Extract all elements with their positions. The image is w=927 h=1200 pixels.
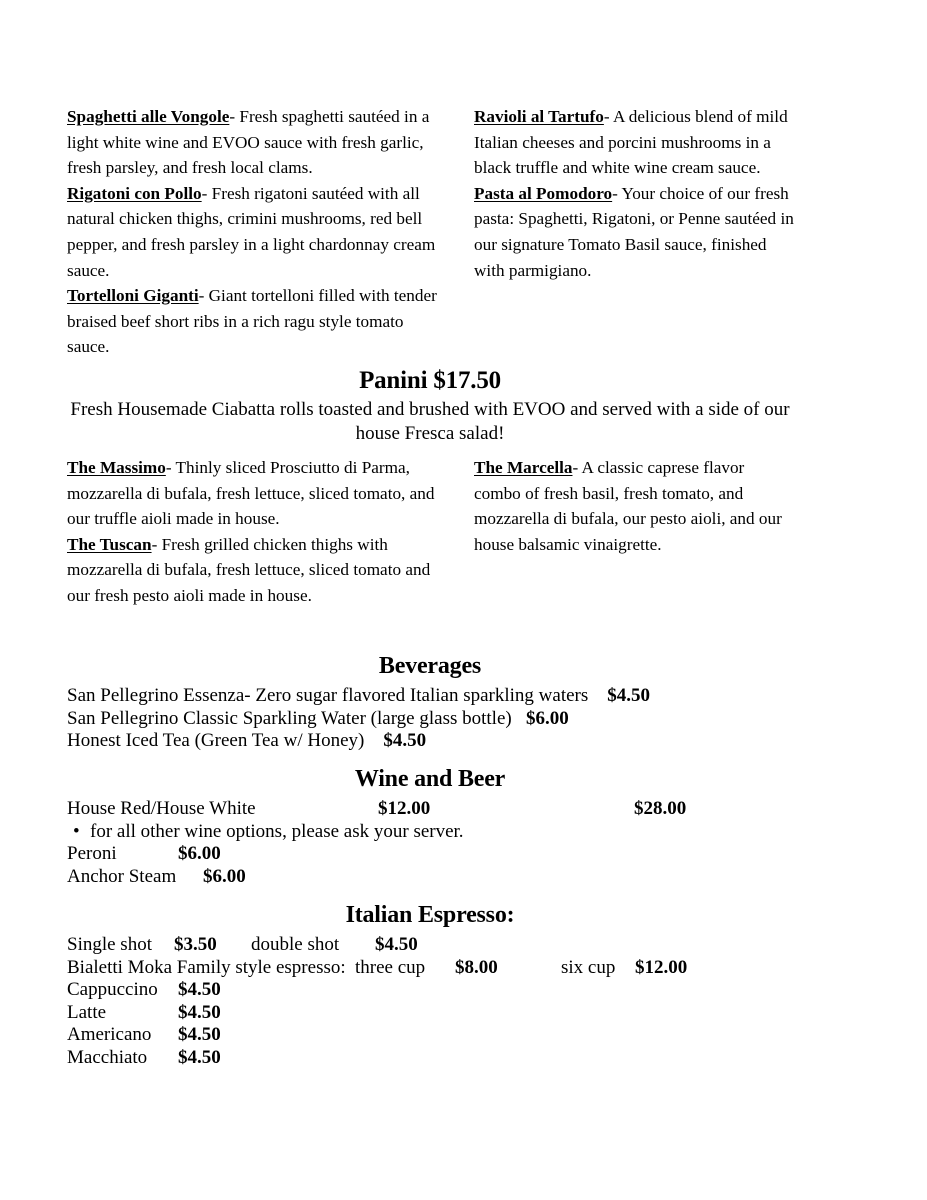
espresso-shot-row: [67, 934, 793, 957]
espresso-section: [67, 900, 793, 1069]
double-shot-price: $4.50: [375, 934, 418, 955]
beer-row: [67, 843, 793, 866]
espresso-drink-row: [67, 1047, 793, 1070]
beer-label: Peroni: [67, 843, 117, 864]
house-wine-row: [67, 798, 793, 821]
menu-item-name: Rigatoni con Pollo: [67, 183, 202, 203]
six-cup-label: six cup: [561, 956, 616, 978]
espresso-drink-price: $4.50: [178, 1001, 221, 1023]
menu-item-name: The Marcella: [474, 458, 573, 477]
house-wine-bottle-price: $28.00: [634, 798, 687, 819]
menu-item-name: Spaghetti alle Vongole: [67, 107, 230, 126]
espresso-drink-label: Cappuccino: [67, 979, 158, 1000]
menu-item: [67, 532, 437, 609]
house-wine-label: House Red/House White: [67, 798, 256, 819]
beverage-price: $4.50: [383, 730, 427, 751]
menu-item-description: - Fresh spaghetti sautéed in a light white wine and EVOO sauce with fresh garlic, fresh parsley, and fresh local clams.: [67, 107, 430, 178]
menu-item-name: The Tuscan: [67, 534, 152, 554]
beverage-price: $6.00: [525, 707, 569, 729]
panini-right-column: [474, 455, 794, 557]
beverage-row: [67, 730, 793, 753]
beer-label: Anchor Steam: [67, 865, 177, 887]
menu-item-description: - A delicious blend of mild Italian cheeses and porcini mushrooms in a black truffle and white wine cream sauce.: [474, 107, 788, 178]
espresso-drink-row: [67, 979, 793, 1002]
pasta-right-column: [474, 104, 794, 283]
wine-and-beer-heading: Wine and Beer: [354, 766, 506, 792]
wine-and-beer-section: [67, 764, 793, 888]
beer-row: [67, 866, 793, 889]
single-shot-label: Single shot: [67, 934, 152, 955]
house-wine-glass-price: $12.00: [378, 798, 431, 819]
beverage-label: San Pellegrino Classic Sparkling Water (large glass bottle): [67, 707, 512, 729]
three-cup-label: three cup: [355, 956, 426, 978]
menu-item: [67, 283, 437, 360]
espresso-drink-label: Americano: [67, 1024, 152, 1045]
double-shot-label: double shot: [251, 934, 340, 955]
menu-item: [474, 104, 794, 181]
menu-item: [67, 455, 437, 532]
six-cup-price: $12.00: [635, 956, 688, 978]
pasta-left-column: [67, 104, 437, 360]
menu-item-name: The Massimo: [67, 458, 166, 477]
espresso-drink-label: Latte: [67, 1001, 107, 1023]
panini-heading-block: [67, 366, 793, 445]
menu-item-description: - Fresh grilled chicken thighs with mozzarella di bufala, fresh lettuce, sliced tomato and our fresh pesto aioli made in house.: [67, 534, 431, 605]
espresso-drink-price: $4.50: [178, 1024, 221, 1045]
espresso-drink-row: [67, 1024, 793, 1047]
beverages-heading: Beverages: [378, 653, 482, 679]
moka-label: Bialetti Moka Family style espresso:: [67, 956, 346, 978]
beverages-section: [67, 651, 793, 753]
menu-item: [474, 181, 794, 283]
menu-item-description: - Fresh rigatoni sautéed with all natural chicken thighs, crimini mushrooms, red bell pepper, and fresh parsley in a light chardonnay cream sauce.: [67, 183, 436, 280]
espresso-drink-row: [67, 1002, 793, 1025]
three-cup-price: $8.00: [455, 956, 498, 978]
menu-item-description: - A classic caprese flavor combo of fresh basil, fresh tomato, and mozzarella di bufala, our pesto aioli, and our house balsamic vinaigrette.: [474, 458, 782, 554]
menu-item: [67, 181, 437, 283]
menu-item-name: Ravioli al Tartufo: [474, 107, 604, 126]
beer-price: $6.00: [203, 865, 246, 887]
espresso-drink-label: Macchiato: [67, 1046, 148, 1068]
menu-item-description: - Your choice of our fresh pasta: Spaghetti, Rigatoni, or Penne sautéed in our signature Tomato Basil sauce, finished with parmigiano.: [474, 183, 794, 280]
panini-left-column: [67, 455, 437, 609]
beverage-row: [67, 708, 793, 731]
menu-item: [67, 104, 437, 181]
beverage-label: Honest Iced Tea (Green Tea w/ Honey): [67, 730, 365, 751]
wine-note-text: for all other wine options, please ask your server.: [90, 820, 464, 842]
wine-note-row: [67, 821, 793, 844]
beverage-row: [67, 685, 793, 708]
menu-item-name: Pasta al Pomodoro: [474, 183, 613, 203]
beverage-price: $4.50: [607, 685, 651, 706]
panini-heading: Panini $17.50: [359, 367, 501, 394]
menu-item-description: - Giant tortelloni filled with tender braised beef short ribs in a rich ragu style tomato sauce.: [67, 286, 437, 357]
panini-subtitle: Fresh Housemade Ciabatta rolls toasted and brushed with EVOO and served with a side of our house Fresca salad!: [70, 399, 790, 444]
espresso-drink-price: $4.50: [178, 979, 221, 1000]
menu-item-description: - Thinly sliced Prosciutto di Parma, mozzarella di bufala, fresh lettuce, sliced tomato, and our truffle aioli made in house.: [67, 458, 435, 529]
menu-item: [474, 455, 794, 557]
espresso-moka-row: [67, 957, 793, 980]
espresso-drink-price: $4.50: [178, 1046, 221, 1068]
beer-price: $6.00: [178, 843, 221, 864]
bullet-icon: •: [73, 820, 80, 842]
single-shot-price: $3.50: [174, 934, 217, 955]
menu-item-name: Tortelloni Giganti: [67, 286, 199, 306]
espresso-heading: Italian Espresso:: [345, 902, 515, 928]
beverage-label: San Pellegrino Essenza- Zero sugar flavored Italian sparkling waters: [67, 685, 589, 706]
